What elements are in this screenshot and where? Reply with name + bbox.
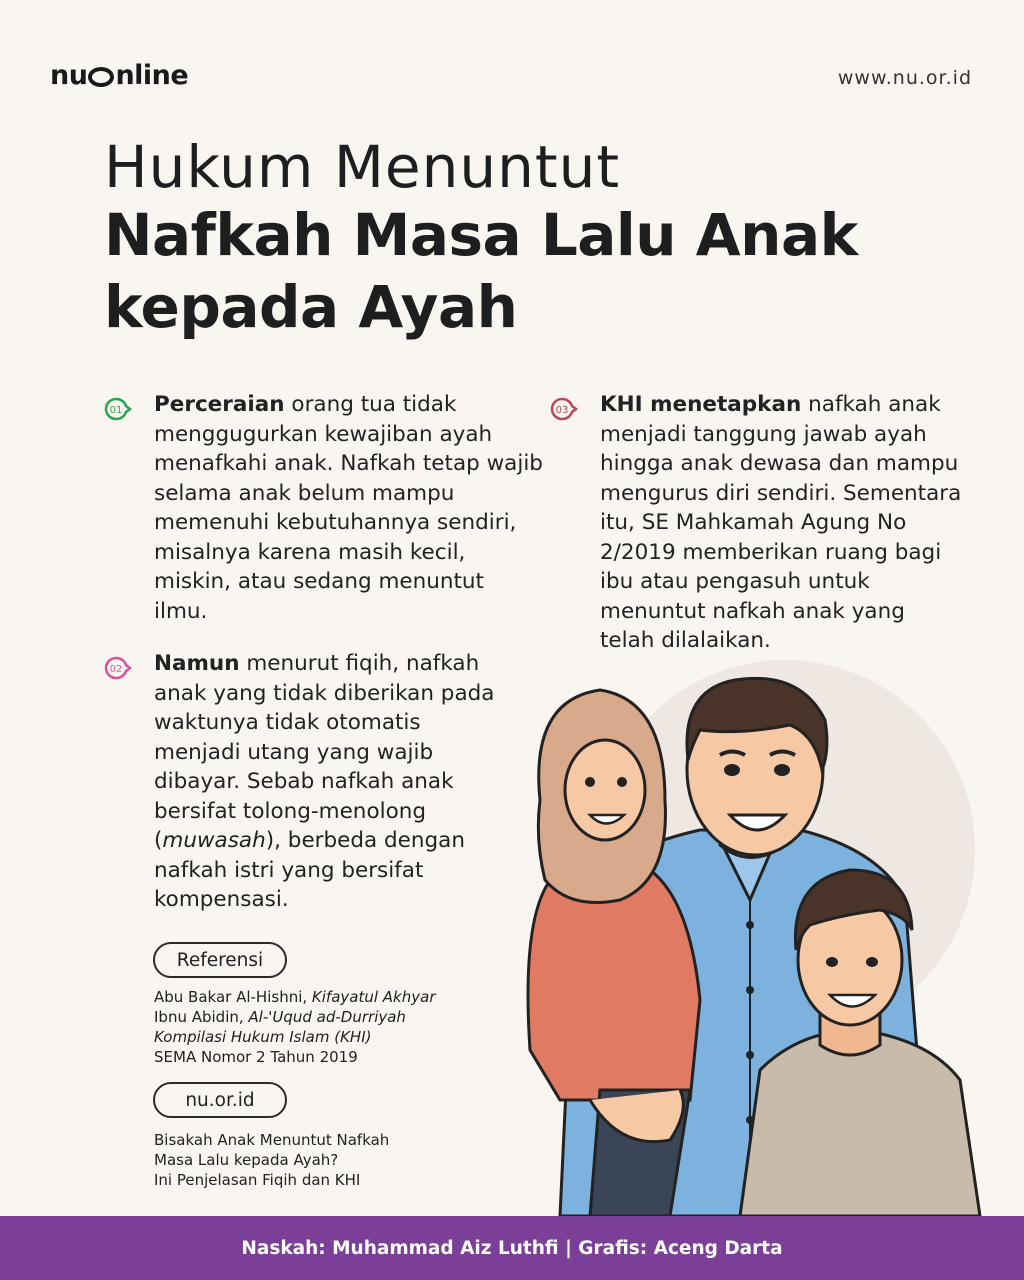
- nu-online-logo[interactable]: [50, 60, 188, 91]
- source-line: Masa Lalu kepada Ayah?: [154, 1151, 339, 1169]
- reference-item: Abu Bakar Al-Hishni, Kifayatul Akhyar: [154, 988, 436, 1006]
- point-03: [550, 392, 970, 667]
- point-03-body: nafkah anak menjadi tanggung jawab ayah hingga anak dewasa dan mampu mengurus diri sendiri. Sementara itu, SE Mahkamah Agung No 2/2019 memberikan ruang bagi ibu atau pengasuh untuk menuntut nafkah anak yang telah dilalaikan.: [600, 392, 962, 653]
- point-01-body: orang tua tidak menggugurkan kewajiban ayah menafkahi anak. Nafkah tetap wajib selama anak belum mampu memenuhi kebutuhannya sendiri, misalnya karena masih kecil, miskin, atau sedang menuntut ilmu.: [154, 392, 543, 624]
- number-badge-02-icon: [104, 656, 132, 680]
- title-line-3: kepada Ayah: [104, 273, 518, 341]
- title-line-2: Nafkah Masa Lalu Anak: [104, 201, 858, 269]
- point-02: [104, 651, 544, 926]
- point-01-bold: Perceraian: [154, 392, 285, 417]
- point-01-text: [154, 390, 544, 626]
- credits-text: Naskah: Muhammad Aiz Luthfi | Grafis: Aceng Darta: [241, 1237, 783, 1259]
- page-title: [104, 135, 858, 343]
- title-line-1: Hukum Menuntut: [104, 133, 621, 201]
- point-02-bold: Namun: [154, 651, 240, 676]
- point-02-body-b: ), berbeda dengan nafkah istri yang bersifat kompensasi.: [154, 828, 465, 912]
- badge-number: 01: [109, 405, 123, 416]
- logo-ring-icon: [88, 67, 114, 87]
- source-pill[interactable]: nu.or.id: [153, 1082, 287, 1118]
- logo-text-left: nu: [50, 60, 88, 91]
- point-01: [104, 392, 544, 637]
- credits-footer: [0, 1216, 1024, 1280]
- point-02-body-a: menurut fiqih, nafkah anak yang tidak diberikan pada waktunya tidak otomatis menjadi utang yang wajib dibayar. Sebab nafkah anak bersifat tolong-menolong (: [154, 651, 495, 853]
- point-02-italic: muwasah: [162, 828, 266, 853]
- number-badge-03-icon: [550, 397, 578, 421]
- point-02-text: [154, 649, 499, 915]
- source-line: Ini Penjelasan Fiqih dan KHI: [154, 1171, 361, 1189]
- reference-item: Kompilasi Hukum Islam (KHI): [154, 1028, 372, 1046]
- referensi-pill: Referensi: [153, 942, 287, 978]
- point-03-bold: KHI menetapkan: [600, 392, 802, 417]
- source-article-title[interactable]: [154, 1130, 389, 1190]
- reference-item: SEMA Nomor 2 Tahun 2019: [154, 1048, 358, 1066]
- reference-item: Ibnu Abidin, Al-'Uqud ad-Durriyah: [154, 1008, 406, 1026]
- point-03-text: [600, 390, 965, 656]
- source-line: Bisakah Anak Menuntut Nafkah: [154, 1131, 390, 1149]
- logo-text-right: nline: [115, 60, 189, 91]
- badge-number: 03: [555, 405, 569, 416]
- reference-list: [154, 987, 435, 1067]
- badge-number: 02: [109, 664, 123, 675]
- number-badge-01-icon: [104, 397, 132, 421]
- site-url[interactable]: www.nu.or.id: [837, 67, 972, 89]
